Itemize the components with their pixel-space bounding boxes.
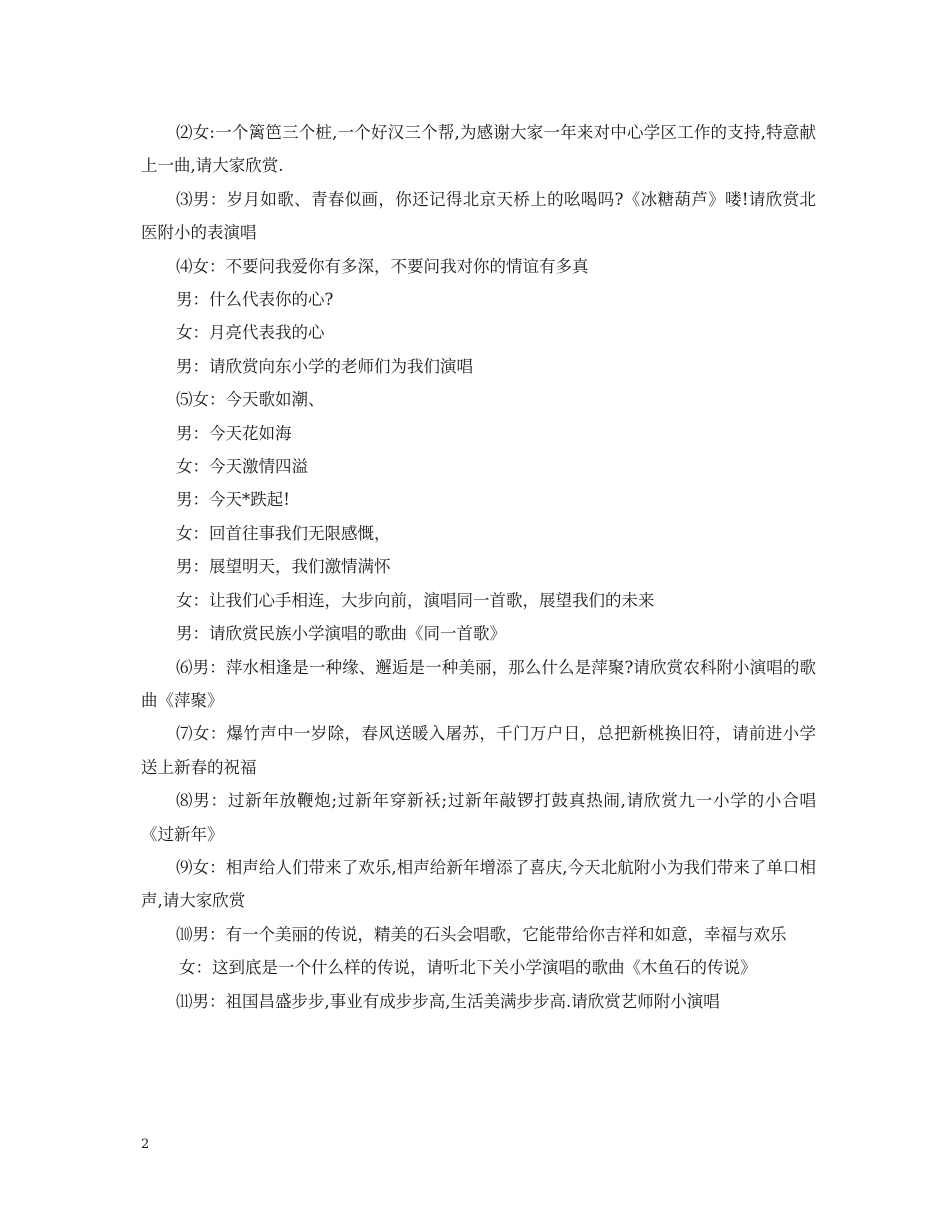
- paragraph-7-female: ⑺女：爆竹声中一岁除，春风送暖入屠苏，千门万户日，总把新桃换旧符，请前进小学送上新春的祝福: [141, 724, 816, 777]
- dialogue-line: 男：什么代表你的心?: [176, 290, 334, 310]
- dialogue-line: 女：今天激情四溢: [176, 457, 308, 477]
- paragraph-4-female: ⑷女：不要问我爱你有多深，不要问我对你的情谊有多真: [176, 256, 589, 276]
- paragraph-8-male: ⑻男：过新年放鞭炮;过新年穿新袄;过新年敲锣打鼓真热闹,请欣赏九一小学的小合唱《过新年》: [141, 791, 816, 844]
- dialogue-line: 男：今天*跌起!: [176, 490, 290, 510]
- paragraph-2-female: ⑵女:一个篱笆三个桩,一个好汉三个帮,为感谢大家一年来对中心学区工作的支持,特意献上一曲,请大家欣赏.: [141, 123, 816, 176]
- dialogue-line: 男：请欣赏民族小学演唱的歌曲《同一首歌》: [176, 624, 506, 644]
- paragraph-11-male: ⑾男：祖国昌盛步步,事业有成步步高,生活美满步步高.请欣赏艺师附小演唱: [176, 991, 720, 1011]
- dialogue-line: 男：展望明天，我们激情满怀: [176, 557, 391, 577]
- paragraph-10-male: ⑽男：有一个美丽的传说，精美的石头会唱歌，它能带给你吉祥和如意，幸福与欢乐: [176, 924, 787, 944]
- paragraph-9-female: ⑼女：相声给人们带来了欢乐,相声给新年增添了喜庆,今天北航附小为我们带来了单口相声,请大家欣赏: [141, 857, 816, 911]
- dialogue-line: 女：回首往事我们无限感慨，: [176, 523, 391, 543]
- dialogue-line: 女：让我们心手相连，大步向前，演唱同一首歌，展望我们的未来: [176, 590, 655, 610]
- document-body: [141, 116, 816, 1018]
- page-number: 2: [141, 1137, 150, 1152]
- dialogue-line: 男：今天花如海: [176, 423, 292, 443]
- paragraph-5-female: ⑸女：今天歌如潮、: [176, 390, 325, 410]
- paragraph-6-male: ⑹男：萍水相逢是一种缘、邂逅是一种美丽，那么什么是萍聚?请欣赏农科附小演唱的歌曲《萍聚》: [141, 657, 816, 710]
- dialogue-line: 女：月亮代表我的心: [176, 323, 325, 343]
- dialogue-line: 男：请欣赏向东小学的老师们为我们演唱: [176, 356, 473, 376]
- dialogue-line: 女：这到底是一个什么样的传说，请听北下关小学演唱的歌曲《木鱼石的传说》: [179, 958, 757, 978]
- paragraph-3-male: ⑶男：岁月如歌、青春似画，你还记得北京天桥上的吆喝吗?《冰糖葫芦》喽!请欣赏北医附小的表演唱: [141, 189, 816, 243]
